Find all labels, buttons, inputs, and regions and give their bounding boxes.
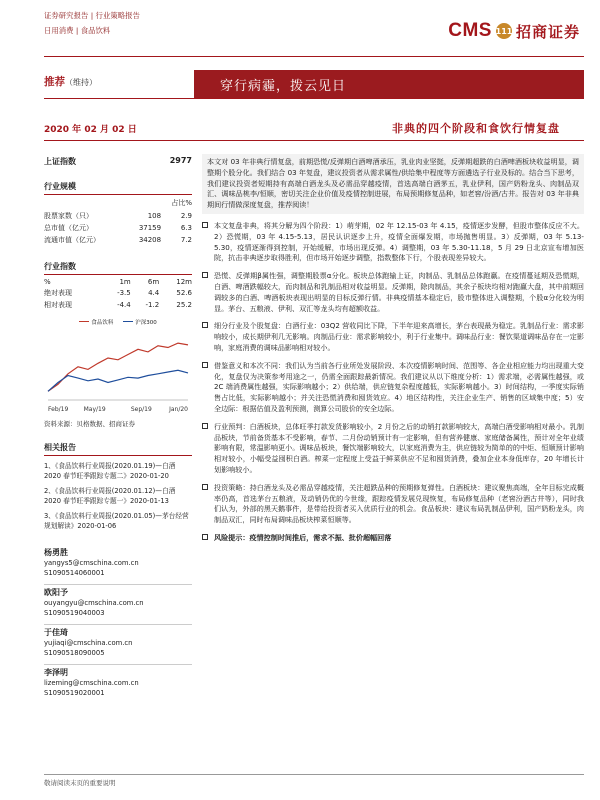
industry-size-title: 行业规模 bbox=[44, 181, 192, 195]
table-row: 相对表现 -4.4 -1.2 25.2 bbox=[44, 301, 192, 310]
analyst-email[interactable]: lizeming@cmschina.com.cn bbox=[44, 678, 139, 687]
bullet-icon bbox=[202, 222, 208, 228]
index-label: 上证指数 bbox=[44, 157, 76, 166]
report-header-meta bbox=[44, 8, 140, 38]
body-paragraph: 投资策略：持白酒龙头及必需品穿越疫情，关注超跌品种的预期修复弹性。白酒板块：建议聚焦高端，全年目标完成概率仍高，首选茅台五粮液，及动销仍优的今世缘，跟踪疫情发展兑现恢复，布局修复品种（老窖汾酒古井等），同时我们认为，外部的黑天鹅事件，是带给投资者买入优质行业的机会。食品板块：建议布局乳制品伊利，国产奶粉龙头，肉制品双汇，同时布局调味品板块榨菜恒顺等。 bbox=[202, 483, 584, 526]
body-paragraph: 行业预判：白酒板块，总体旺季打款发货影响较小，2 月份之后的动销打款影响较大，高端白酒受影响相对最小。乳制品板块，节前备货基本不受影响，春节、二月份动销预计有一定影响，但有营养健康、家庭储备属性，预计对全年业绩影响有限，常温影响更小。调味品板块，餐饮端影响较大，以家庭消费为主，供应链较为简单的的中炬、恒顺预计影响相对较小，小幅受益囤积白酒。榨菜一定程度上受益于鲜菜供应不足和囤货消费，叠加企业本身低库存，20 年增长计划影响较小。 bbox=[202, 422, 584, 476]
analyst-email[interactable]: yujiaqi@cmschina.com.cn bbox=[44, 638, 133, 647]
analyst-name: 李泽明 bbox=[44, 664, 192, 678]
chart-plot bbox=[44, 326, 192, 414]
legend-item: 食品饮料 bbox=[79, 318, 113, 326]
index-row bbox=[44, 156, 192, 167]
logo-text: CMS bbox=[448, 20, 492, 41]
analyst-email[interactable]: yangys5@cmschina.com.cn bbox=[44, 558, 139, 567]
body-paragraph: 恐慌、反弹期β属性强，调整期股票α分化。板块总体跑输上证，肉制品、乳制品总体跑赢。在疫情蔓延期及恐慌期，白酒、啤酒跌幅较大，而肉制品和乳制品相对收益明显。反弹期，除肉制品，其余子板块均相对跑赢大盘，其中前期回调较多的白酒、啤酒板块表现出明显的目标反弹行情。非典疫情基本稳定后，股市整体进入调整期，个股α分化较为明显。茅台、五粮液、伊利、双汇等龙头均有超额收益。 bbox=[202, 271, 584, 314]
main-body bbox=[202, 154, 584, 544]
related-report-link[interactable]: 3、《食品饮料行业周报(2020.01.05)—茅台经营规划解读》2020-01-06 bbox=[44, 511, 189, 530]
body-paragraph: 细分行业及个股复盘：白酒行业：03Q2 营收同比下降，下半年迎来高增长，茅台表现最为稳定。乳制品行业：需求影响较小，成长期伊利几无影响。肉制品行业：需求影响较小，利于行业集中。调味品行业：餐饮渠道调味品存在一定影响，家庭消费的调味品影响相对较小。 bbox=[202, 321, 584, 353]
analyst-id: S1090519020001 bbox=[44, 688, 105, 697]
analyst-name: 欧阳予 bbox=[44, 584, 192, 598]
footer-note: 敬请阅读末页的重要说明 bbox=[44, 779, 116, 787]
divider bbox=[44, 98, 584, 99]
legend-item: 沪深300 bbox=[123, 318, 157, 326]
analyst-name: 于佳琦 bbox=[44, 624, 192, 638]
company-logo bbox=[448, 20, 580, 42]
analyst-id: S1090518090005 bbox=[44, 648, 105, 657]
table-row: 股票家数（只） 108 2.9 bbox=[44, 211, 192, 220]
bullet-icon bbox=[202, 322, 208, 328]
related-report-link[interactable]: 2、《食品饮料行业周报(2020.01.12)—白酒 2020 春节旺季跟踪专题一》2020-01-13 bbox=[44, 486, 176, 505]
industry-index-title: 行业指数 bbox=[44, 261, 192, 275]
x-tick-label: Sep/19 bbox=[130, 405, 152, 413]
report-sector: 日用消费 | 食品饮料 bbox=[44, 26, 111, 35]
performance-table bbox=[44, 277, 192, 312]
report-title: 穿行病霾，拨云见日 bbox=[194, 70, 584, 98]
report-type: 证券研究报告 | 行业策略报告 bbox=[44, 11, 140, 20]
bullet-icon bbox=[202, 484, 208, 490]
summary-box: 本文对 03 年非典行情复盘，前期恐慌/反弹期白酒啤酒承压，乳业肉业坚挺，反弹期超跌的白酒啤酒板块收益明显，调整期个股分化。我们结合 03 年复盘，建议投资者从需求属性/供给集中程度等方面遴选子行业及标的。结合当下思考，我们建议投资者短期持有高端白酒龙头及必需品穿越疫情，首选高端白酒茅五，乳业伊利，国产奶粉龙头、肉制品双汇、调味品桃李/恒顺，密切关注企业价值及疫情控制进展，布局预期修复品种，如老窖/汾酒/古井。报告对 03 年非典期间行情做深度复盘，推荐阅读！ bbox=[202, 154, 584, 214]
industry-size-table bbox=[44, 197, 192, 247]
body-paragraph: 借鉴意义和本次不同：我们认为当前各行业所处发展阶段、本次疫情影响时间、范围等、各企业相应能力均出现重大变化，复盘仅为决策参考用途之一，仍需全面跟踪最新情况。我们建议从以下维度分析：1）需求端，必需属性越强，或 2C 端消费属性越强，实际影响越小；2）供给端，供应链复杂程度越低，实际影响越小。3）时间结构，一季度实际销售占比低，实际影响越小；并关注恐慌消费和囤货效应。4）地区结构性，关注企业生产、销售的区域集中度；5）安全边际：根据估值及盈利预测，测算公司股价的安全边际。 bbox=[202, 361, 584, 415]
rating-note: （维持） bbox=[65, 78, 97, 87]
pct-header: 占比% bbox=[171, 199, 192, 208]
left-sidebar bbox=[44, 150, 192, 698]
report-subtitle: 非典的四个阶段和食饮行情复盘 bbox=[392, 122, 560, 135]
analyst-email[interactable]: ouyangyu@cmschina.com.cn bbox=[44, 598, 144, 607]
analyst-id: S1090514060001 bbox=[44, 568, 105, 577]
title-banner bbox=[44, 70, 584, 98]
table-row: 绝对表现 -3.5 4.4 52.6 bbox=[44, 289, 192, 298]
divider bbox=[44, 56, 584, 57]
rating: 推荐（维持） bbox=[44, 76, 97, 88]
risk-warning: 风险提示：疫情控制时间推后，需求不振、批价超幅回落 bbox=[202, 533, 584, 544]
footer-divider bbox=[44, 774, 584, 775]
report-date: 2020 年 02 月 02 日 bbox=[44, 125, 137, 135]
table-row: 总市值（亿元） 37159 6.3 bbox=[44, 223, 192, 232]
x-tick-label: Jan/20 bbox=[169, 405, 188, 413]
body-paragraph: 本文复盘非典，将其分解为四个阶段：1）萌芽期，02 年 12.15-03 年 4.15，疫情逐步发酵，但股市整体反应不大。2）恐慌期，03 年 4.15-5.13，居民认识逐步上升，疫情全面爆发期，市场抛售明显。3）反弹期，03 年 5.13-5.30，疫情逐渐得到控制，开始缓解，市场出现反弹。4）调整期，03 年 5.30-11.18，5 月 29 日北京宣布增加医院，抗击非典逐步取得胜利，但市场开始逐步调整，指数整体下行，个股表现差异较大。 bbox=[202, 221, 584, 264]
related-report-link[interactable]: 1、《食品饮料行业周报(2020.01.19)—白酒 2020 春节旺季跟踪专题二》2020-01-20 bbox=[44, 461, 176, 480]
chart-legend bbox=[44, 318, 192, 326]
divider bbox=[44, 140, 584, 141]
table-row: 流通市值（亿元） 34208 7.2 bbox=[44, 236, 192, 245]
chart-source: 资料来源：贝格数据、招商证券 bbox=[44, 419, 135, 428]
x-tick-label: Feb/19 bbox=[48, 405, 69, 413]
bullet-icon bbox=[202, 272, 208, 278]
analyst-list bbox=[44, 545, 192, 698]
bullet-icon bbox=[202, 423, 208, 429]
x-tick-label: May/19 bbox=[83, 405, 106, 413]
bullet-icon bbox=[202, 362, 208, 368]
bullet-icon bbox=[202, 534, 208, 540]
logo-badge-icon: 111 bbox=[496, 23, 512, 39]
table-header: % 1m 6m 12m bbox=[44, 277, 192, 286]
analyst-id: S1090519040003 bbox=[44, 608, 105, 617]
analyst-name: 杨勇胜 bbox=[44, 547, 68, 557]
related-reports-title: 相关报告 bbox=[44, 442, 192, 456]
index-value: 2977 bbox=[169, 156, 192, 165]
series-line-0 bbox=[48, 343, 188, 391]
index-chart bbox=[44, 318, 192, 416]
logo-chinese: 招商证券 bbox=[515, 22, 580, 41]
